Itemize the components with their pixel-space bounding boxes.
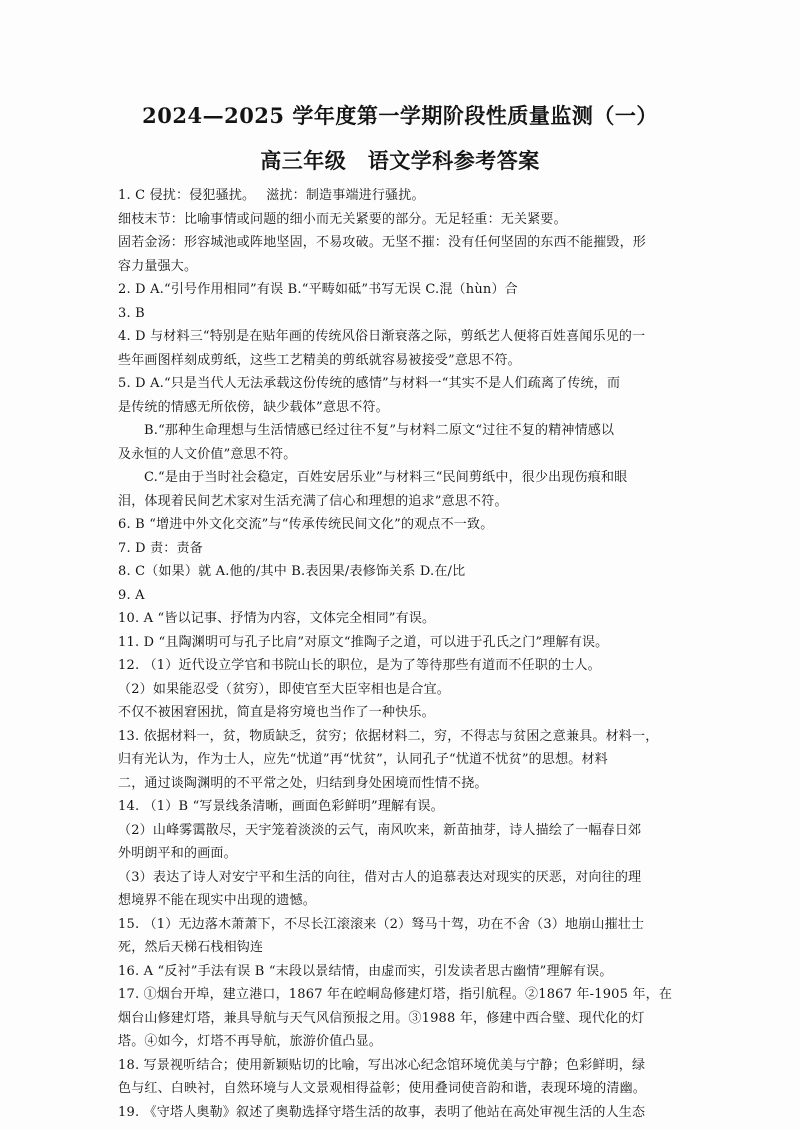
- answer-line: 容力量强大。: [118, 258, 198, 274]
- answer-line: 是传统的情感无所依傍，缺少载体”意思不符。: [118, 399, 389, 415]
- answer-body: [118, 184, 688, 1124]
- answer-line: （2）山峰雾霭散尽，天宇笼着淡淡的云气，南风吹来，新苗抽芽，诗人描绘了一幅春日郊: [118, 822, 642, 838]
- answer-line: （3）表达了诗人对安宁平和生活的向往，借对古人的追慕表达对现实的厌恶，对向往的理: [118, 869, 642, 885]
- answer-line: B.“那种生命理想与生活情感已经过往不复”与材料二原文“过往不复的精神情感以: [144, 423, 615, 438]
- answer-line: 5. D A.“只是当代人无法承载这份传统的感情”与材料一“其实不是人们疏离了传统，而: [118, 376, 621, 391]
- answer-line: 11. D “且陶渊明可与孔子比肩”对原文“推陶子之道，可以进于孔氏之门”理解有误。: [118, 634, 609, 650]
- answer-line: 1. C 侵扰：侵犯骚扰。 滋扰：制造事端进行骚扰。: [118, 188, 425, 203]
- answer-line: 6. B “增进中外文化交流”与“传承传统民间文化”的观点不一致。: [118, 517, 494, 532]
- answer-line: C.“是由于当时社会稳定，百姓安居乐业”与材料三“民间剪纸中，很少出现伤痕和眼: [144, 470, 628, 485]
- answer-line: 及永恒的人文价值”意思不符。: [118, 446, 297, 462]
- answer-line: 19. 《守塔人奥勒》叙述了奥勒选择守塔生活的故事，表明了他站在高处审视生活的人生态: [118, 1104, 646, 1120]
- answer-line: 不仅不被困窘困扰，简直是将穷境也当作了一种快乐。: [118, 705, 435, 720]
- answer-line: 想境界不能在现实中出现的遗憾。: [118, 893, 317, 908]
- answer-line: 归有光认为，作为士人，应先“忧道”再“忧贫”，认同孔子“忧道不忧贫”的思想。材料: [118, 752, 608, 767]
- answer-line: （2）如果能忍受（贫穷），即使官至大臣宰相也是合宜。: [118, 681, 450, 697]
- answer-line: 烟台山修建灯塔，兼具导航与天气风信预报之用。③1988 年，修建中西合璧、现代化的灯: [118, 1010, 645, 1026]
- answer-line: 15. （1）无边落木萧萧下，不尽长江滚滚来（2）驽马十驾，功在不舍（3）地崩山摧壮士: [118, 916, 645, 932]
- answer-line: 色与红、白映衬，自然环境与人文景观相得益彰；使用叠词使音韵和谐，表现环境的清幽。: [118, 1081, 647, 1096]
- answer-line: 12. （1）近代设立学官和书院山长的职位，是为了等待那些有道而不任职的士人。: [118, 658, 601, 673]
- answer-line: 细枝末节：比喻事情或问题的细小而无关紧要的部分。无足轻重：无关紧要。: [118, 211, 567, 227]
- answer-line: 16. A “反衬”手法有误 B “末段以景结情，由虚而实，引发读者思古幽情”理解有误。: [118, 963, 613, 979]
- answer-line: 8. C（如果）就 A.他的/其中 B.表因果/表修饰关系 D.在/比: [118, 564, 466, 579]
- answer-line: 外明朗平和的画面。: [118, 846, 237, 861]
- answer-line: 3. B: [118, 305, 145, 321]
- document-subtitle: 高三年级 语文学科参考答案: [260, 148, 540, 173]
- answer-line: 9. A: [118, 587, 145, 603]
- answer-line: 塔。④如今，灯塔不再导航，旅游价值凸显。: [118, 1034, 383, 1049]
- answer-line: 17. ①烟台开埠，建立港口，1867 年在崆峒岛修建灯塔，指引航程。②1867 年-1905 年，在: [118, 987, 673, 1002]
- answer-line: 泪，体现着民间艺术家对生活充满了信心和理想的追求”意思不符。: [118, 493, 508, 509]
- answer-line: 18. 写景视听结合；使用新颖贴切的比喻，写出冰心纪念馆环境优美与宁静；色彩鲜明，绿: [118, 1057, 646, 1073]
- answer-line: 10. A “皆以记事、抒情为内容，文体完全相同”有误。: [118, 611, 436, 626]
- answer-line: 二，通过谈陶渊明的不平常之处，归结到身处困境而性情不挠。: [118, 775, 488, 791]
- answer-line: 14. （1）B “写景线条清晰，画面色彩鲜明”理解有误。: [118, 799, 444, 814]
- answer-line: 7. D 责：责备: [118, 540, 203, 556]
- answer-line: 些年画图样刻成剪纸，这些工艺精美的剪纸就容易被接受”意思不符。: [118, 352, 521, 368]
- answer-line: 固若金汤：形容城池或阵地坚固，不易攻破。无坚不摧：没有任何坚固的东西不能摧毁，形: [118, 235, 647, 250]
- answer-line: 13. 依据材料一，贫，物质缺乏，贫穷；依据材料二，穷，不得志与贫困之意兼具。材料一，: [118, 728, 659, 744]
- answer-line: 4. D 与材料三“特别是在贴年画的传统风俗日渐衰落之际，剪纸艺人便将百姓喜闻乐见的一: [118, 329, 646, 344]
- document-title: 2024—2025 学年度第一学期阶段性质量监测（一）: [142, 103, 658, 128]
- answer-line: 2. D A.“引号作用相同”有误 B.“平畴如砥”书写无误 C.混（hùn）合: [118, 282, 518, 297]
- answer-line: 死，然后天梯石栈相钩连: [118, 940, 264, 955]
